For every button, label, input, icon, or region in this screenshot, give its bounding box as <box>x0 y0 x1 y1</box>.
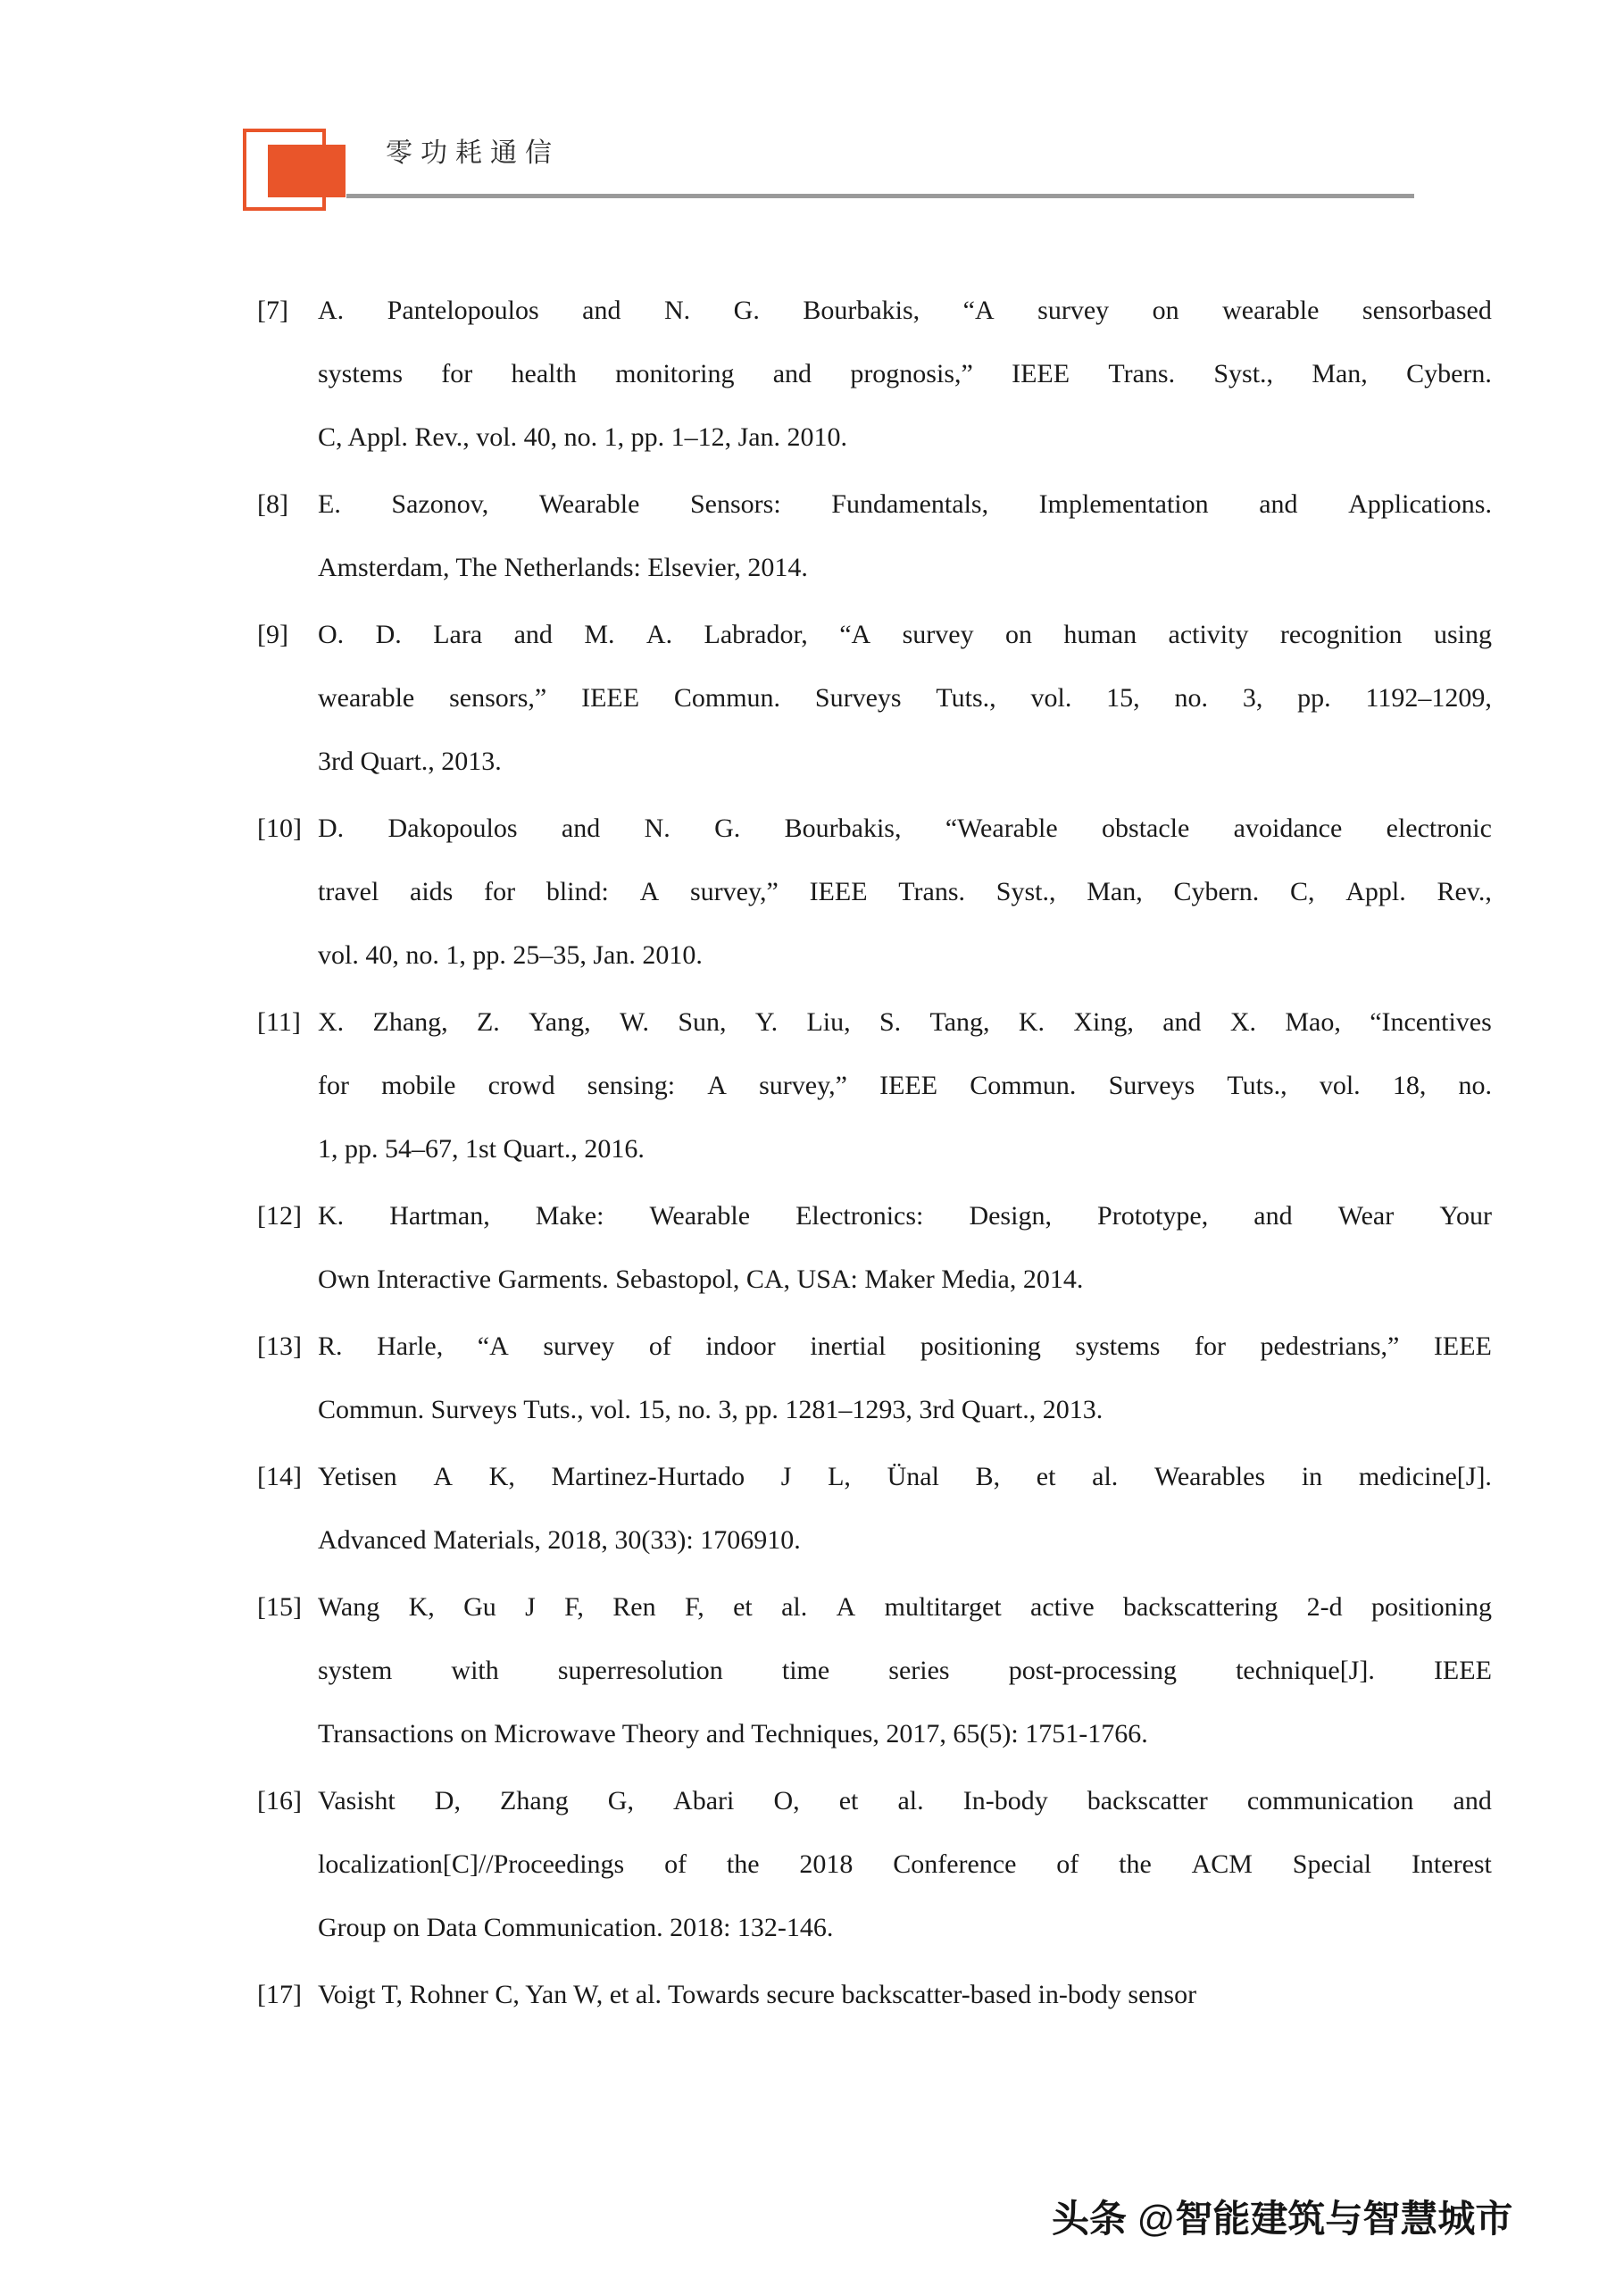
word: multitarget <box>884 1592 1002 1622</box>
reference-line: Voigt T, Rohner C, Yan W, et al. Towards secure backscatter-based in-body sensor <box>318 1980 1197 2009</box>
word: obstacle <box>1102 814 1190 843</box>
word: travel <box>318 877 379 906</box>
word: survey <box>1037 296 1110 325</box>
word: Martinez-Hurtado <box>551 1462 745 1491</box>
header-title: 零功耗通信 <box>386 138 560 168</box>
reference-number: [9] <box>257 620 288 649</box>
word: Hartman, <box>389 1201 490 1231</box>
word: Sazonov, <box>391 489 489 519</box>
word: and <box>1453 1786 1492 1815</box>
word: on <box>1152 296 1179 325</box>
reference-entry <box>0 472 1624 599</box>
word: Yang, <box>529 1007 591 1037</box>
word: N. <box>664 296 691 325</box>
word: electronic <box>1386 814 1492 843</box>
reference-entry <box>0 1184 1624 1311</box>
word: for <box>318 1071 349 1100</box>
word: Trans. <box>1108 359 1176 388</box>
word: 1192–1209, <box>1365 683 1492 713</box>
word: F, <box>684 1592 704 1622</box>
word: technique[J]. <box>1236 1656 1375 1685</box>
reference-line <box>318 472 1492 536</box>
header-filled-square-icon <box>268 145 346 197</box>
word: Wearables <box>1153 1462 1266 1491</box>
reference-line <box>318 1575 1492 1639</box>
reference-line <box>318 797 1492 860</box>
reference-line: Group on Data Communication. 2018: 132-146. <box>318 1913 834 1942</box>
word: Commun. <box>970 1071 1077 1100</box>
word: the <box>726 1849 760 1879</box>
word: wearable <box>318 683 415 713</box>
word: B, <box>975 1462 1001 1491</box>
reference-text <box>318 1963 1492 2026</box>
word: Fundamentals, <box>831 489 989 519</box>
word: Conference <box>893 1849 1017 1879</box>
reference-line <box>318 1832 1492 1896</box>
word: and <box>772 359 812 388</box>
reference-number: [14] <box>257 1462 302 1491</box>
word: and <box>513 620 553 649</box>
word: 2-d <box>1306 1592 1343 1622</box>
word: Abari <box>673 1786 735 1815</box>
word: and <box>582 296 621 325</box>
word: G. <box>733 296 760 325</box>
page-header <box>0 0 1624 214</box>
reference-entry <box>0 279 1624 469</box>
word: “A <box>477 1331 509 1361</box>
word: on <box>1005 620 1032 649</box>
reference-entry <box>0 990 1624 1181</box>
word: Commun. <box>673 683 781 713</box>
word: and <box>1259 489 1298 519</box>
reference-line <box>318 1445 1492 1508</box>
word: pp. <box>1297 683 1331 713</box>
word: Pantelopoulos <box>387 296 539 325</box>
word: Ren <box>612 1592 656 1622</box>
reference-line: 1, pp. 54–67, 1st Quart., 2016. <box>318 1134 645 1164</box>
reference-line: Own Interactive Garments. Sebastopol, CA, USA: Maker Media, 2014. <box>318 1265 1084 1294</box>
reference-entry <box>0 1315 1624 1441</box>
word: et <box>838 1786 859 1815</box>
reference-text <box>318 990 1492 1181</box>
word: Z. <box>476 1007 500 1037</box>
watermark <box>1052 2190 1512 2243</box>
word: IEEE <box>1012 359 1070 388</box>
word: of <box>648 1331 671 1361</box>
word: survey,” <box>759 1071 847 1100</box>
word: C, <box>1290 877 1315 906</box>
word: Liu, <box>806 1007 851 1037</box>
word: Trans. <box>898 877 966 906</box>
word: system <box>318 1656 393 1685</box>
word: Vasisht <box>318 1786 396 1815</box>
word: 3, <box>1242 683 1263 713</box>
reference-entry <box>0 1575 1624 1765</box>
word: F, <box>564 1592 584 1622</box>
word: and <box>1162 1007 1202 1037</box>
word: K. <box>1018 1007 1045 1037</box>
word: Surveys <box>814 683 902 713</box>
reference-number: [11] <box>257 1007 301 1037</box>
word: al. <box>1092 1462 1119 1491</box>
reference-line <box>318 1315 1492 1378</box>
word: IEEE <box>879 1071 938 1100</box>
reference-line: C, Appl. Rev., vol. 40, no. 1, pp. 1–12, Jan. 2010. <box>318 422 848 452</box>
word: A. <box>318 296 345 325</box>
reference-number: [12] <box>257 1201 302 1231</box>
word: Y. <box>754 1007 779 1037</box>
reference-line: vol. 40, no. 1, pp. 25–35, Jan. 2010. <box>318 940 703 970</box>
word: Zhang, <box>372 1007 448 1037</box>
reference-line: 3rd Quart., 2013. <box>318 747 502 776</box>
word: A <box>433 1462 453 1491</box>
word: W. <box>619 1007 649 1037</box>
word: al. <box>781 1592 808 1622</box>
word: Rev., <box>1437 877 1492 906</box>
word: for <box>1195 1331 1226 1361</box>
word: survey <box>543 1331 615 1361</box>
word: no. <box>1174 683 1208 713</box>
word: inertial <box>810 1331 887 1361</box>
word: backscatter <box>1087 1786 1208 1815</box>
word: Wearable <box>649 1201 751 1231</box>
word: positioning <box>920 1331 1041 1361</box>
reference-text <box>318 1315 1492 1441</box>
watermark-at-symbol: @ <box>1137 2198 1176 2240</box>
word: survey,” <box>689 877 779 906</box>
word: IEEE <box>809 877 868 906</box>
word: X. <box>1229 1007 1257 1037</box>
word: active <box>1030 1592 1095 1622</box>
word: survey <box>902 620 974 649</box>
word: Applications. <box>1348 489 1492 519</box>
word: series <box>888 1656 950 1685</box>
word: J <box>780 1462 792 1491</box>
word: Make: <box>535 1201 604 1231</box>
reference-list <box>0 279 1624 2030</box>
word: Wang <box>318 1592 380 1622</box>
word: vol. <box>1319 1071 1361 1100</box>
word: Harle, <box>377 1331 444 1361</box>
word: L, <box>828 1462 851 1491</box>
word: post-processing <box>1008 1656 1177 1685</box>
word: human <box>1063 620 1137 649</box>
word: Man, <box>1087 877 1143 906</box>
word: R. <box>318 1331 343 1361</box>
word: IEEE <box>1433 1331 1492 1361</box>
reference-line <box>318 1054 1492 1117</box>
word: systems <box>318 359 404 388</box>
word: Wearable <box>538 489 640 519</box>
reference-line <box>318 1639 1492 1702</box>
word: vol. <box>1030 683 1072 713</box>
word: IEEE <box>581 683 640 713</box>
reference-line: Commun. Surveys Tuts., vol. 15, no. 3, pp. 1281–1293, 3rd Quart., 2013. <box>318 1395 1103 1424</box>
reference-entry <box>0 1769 1624 1959</box>
word: al. <box>897 1786 924 1815</box>
reference-line: Advanced Materials, 2018, 30(33): 1706910. <box>318 1525 801 1555</box>
watermark-brand: 头条 <box>1052 2198 1137 2240</box>
reference-number: [10] <box>257 814 302 843</box>
word: of <box>1056 1849 1079 1879</box>
word: backscattering <box>1123 1592 1278 1622</box>
word: Electronics: <box>795 1201 924 1231</box>
reference-text <box>318 1769 1492 1959</box>
reference-line: Amsterdam, The Netherlands: Elsevier, 2014. <box>318 553 808 582</box>
word: Design, <box>969 1201 1052 1231</box>
word: “Incentives <box>1370 1007 1492 1037</box>
word: In-body <box>962 1786 1048 1815</box>
word: Tang, <box>929 1007 990 1037</box>
word: Surveys <box>1108 1071 1195 1100</box>
word: pedestrians,” <box>1260 1331 1400 1361</box>
word: S. <box>879 1007 902 1037</box>
word: indoor <box>705 1331 776 1361</box>
reference-number: [13] <box>257 1331 302 1361</box>
word: Appl. <box>1345 877 1406 906</box>
reference-text <box>318 472 1492 599</box>
reference-line <box>318 279 1492 342</box>
word: Syst., <box>1213 359 1274 388</box>
word: Mao, <box>1285 1007 1341 1037</box>
reference-line <box>318 603 1492 666</box>
word: Ünal <box>887 1462 939 1491</box>
word: O, <box>773 1786 800 1815</box>
reference-entry <box>0 1963 1624 2026</box>
word: “Wearable <box>945 814 1058 843</box>
word: ACM <box>1191 1849 1253 1879</box>
word: systems <box>1075 1331 1161 1361</box>
word: et <box>1036 1462 1056 1491</box>
word: 2018 <box>799 1849 854 1879</box>
word: Sensors: <box>689 489 781 519</box>
word: O. <box>318 620 345 649</box>
word: avoidance <box>1233 814 1343 843</box>
word: A <box>707 1071 727 1100</box>
word: time <box>781 1656 830 1685</box>
word: sensorbased <box>1362 296 1492 325</box>
word: Yetisen <box>318 1462 397 1491</box>
word: wearable <box>1222 296 1320 325</box>
word: monitoring <box>615 359 735 388</box>
word: Bourbakis, <box>784 814 902 843</box>
reference-text <box>318 603 1492 793</box>
word: Cybern. <box>1173 877 1260 906</box>
word: blind: <box>545 877 609 906</box>
word: A <box>836 1592 856 1622</box>
word: recognition <box>1279 620 1403 649</box>
reference-text <box>318 1575 1492 1765</box>
word: of <box>664 1849 687 1879</box>
word: Gu <box>463 1592 496 1622</box>
word: Bourbakis, <box>803 296 920 325</box>
word: K, <box>488 1462 515 1491</box>
word: positioning <box>1370 1592 1492 1622</box>
word: 15, <box>1106 683 1140 713</box>
word: 18, <box>1392 1071 1427 1100</box>
word: A. <box>645 620 673 649</box>
word: Prototype, <box>1097 1201 1209 1231</box>
word: activity <box>1168 620 1249 649</box>
word: sensing: <box>587 1071 676 1100</box>
word: superresolution <box>557 1656 723 1685</box>
reference-number: [15] <box>257 1592 302 1622</box>
word: no. <box>1458 1071 1492 1100</box>
reference-line <box>318 990 1492 1054</box>
word: localization[C]//Proceedings <box>318 1849 625 1879</box>
reference-text <box>318 1445 1492 1572</box>
word: Man, <box>1312 359 1368 388</box>
word: et <box>733 1592 753 1622</box>
word: in <box>1301 1462 1323 1491</box>
word: the <box>1119 1849 1152 1879</box>
word: health <box>511 359 577 388</box>
reference-line <box>318 860 1492 923</box>
word: X. <box>318 1007 345 1037</box>
word: K. <box>318 1201 345 1231</box>
word: with <box>451 1656 499 1685</box>
reference-number: [16] <box>257 1786 302 1815</box>
reference-number: [7] <box>257 296 288 325</box>
word: Special <box>1292 1849 1372 1879</box>
word: medicine[J]. <box>1358 1462 1492 1491</box>
word: for <box>441 359 473 388</box>
word: G, <box>607 1786 634 1815</box>
word: Interest <box>1411 1849 1492 1879</box>
word: Wear <box>1337 1201 1395 1231</box>
reference-entry <box>0 603 1624 793</box>
reference-text <box>318 279 1492 469</box>
word: “A <box>962 296 995 325</box>
word: Lara <box>433 620 483 649</box>
word: D. <box>375 620 402 649</box>
word: and <box>1253 1201 1293 1231</box>
word: Dakopoulos <box>387 814 518 843</box>
word: G. <box>714 814 741 843</box>
word: E. <box>318 489 341 519</box>
word: M. <box>584 620 615 649</box>
word: Labrador, <box>704 620 808 649</box>
word: using <box>1433 620 1492 649</box>
word: K, <box>408 1592 435 1622</box>
reference-number: [17] <box>257 1980 302 2009</box>
word: Implementation <box>1038 489 1209 519</box>
word: “A <box>839 620 871 649</box>
word: Cybern. <box>1406 359 1492 388</box>
word: sensors,” <box>449 683 547 713</box>
reference-line <box>318 666 1492 730</box>
word: mobile <box>381 1071 456 1100</box>
reference-entry <box>0 797 1624 987</box>
word: communication <box>1246 1786 1414 1815</box>
word: D. <box>318 814 345 843</box>
header-divider <box>346 194 1414 198</box>
reference-text <box>318 797 1492 987</box>
word: Sun, <box>678 1007 727 1037</box>
reference-line: Transactions on Microwave Theory and Techniques, 2017, 65(5): 1751-1766. <box>318 1719 1148 1749</box>
word: aids <box>410 877 454 906</box>
reference-line <box>318 1184 1492 1248</box>
word: crowd <box>487 1071 555 1100</box>
watermark-account: 智能建筑与智慧城市 <box>1175 2198 1513 2240</box>
reference-line <box>318 1769 1492 1832</box>
word: N. <box>644 814 670 843</box>
word: for <box>484 877 516 906</box>
reference-number: [8] <box>257 489 288 519</box>
word: J <box>525 1592 536 1622</box>
word: and <box>561 814 601 843</box>
reference-line <box>318 342 1492 405</box>
word: D, <box>434 1786 461 1815</box>
word: Your <box>1439 1201 1492 1231</box>
word: Tuts., <box>1227 1071 1287 1100</box>
word: IEEE <box>1433 1656 1492 1685</box>
word: A <box>639 877 660 906</box>
reference-text <box>318 1184 1492 1311</box>
word: Zhang <box>500 1786 569 1815</box>
word: Xing, <box>1073 1007 1134 1037</box>
reference-entry <box>0 1445 1624 1572</box>
word: prognosis,” <box>850 359 973 388</box>
word: Tuts., <box>936 683 996 713</box>
word: Syst., <box>995 877 1056 906</box>
